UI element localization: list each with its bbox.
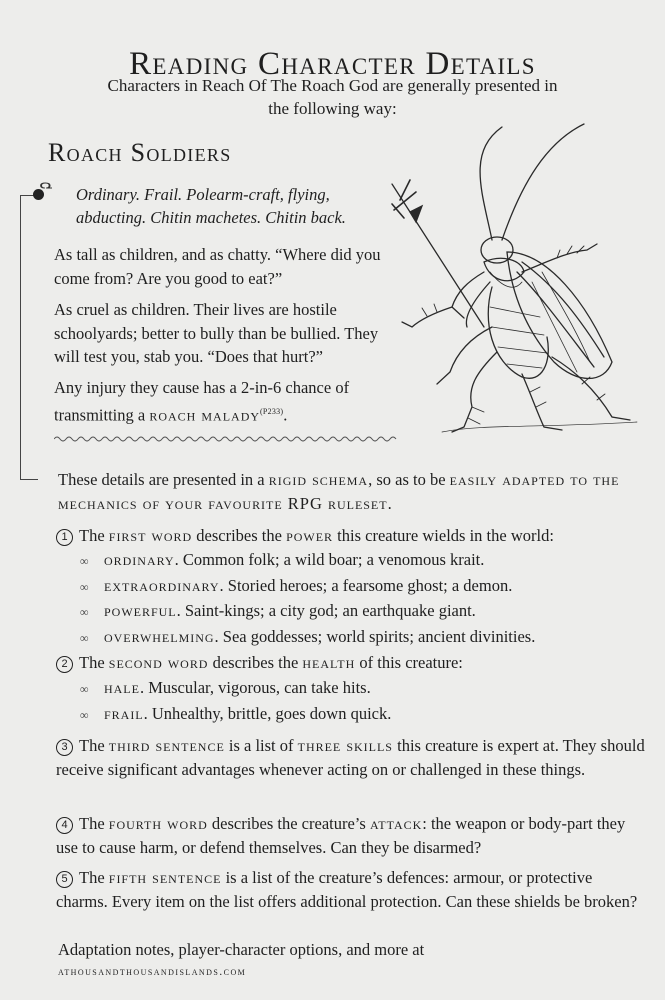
item-text: describes the creature’s xyxy=(207,814,370,833)
power-term: overwhelming xyxy=(104,626,215,646)
item-text: : the weapon or body-part they use to cause harm, or defend themselves. Can they be disarmed? xyxy=(56,814,626,857)
item-number: 1 xyxy=(56,529,73,546)
item-term: first word xyxy=(108,526,193,545)
item-text: describes the xyxy=(208,653,303,672)
item-text: The xyxy=(79,868,109,887)
schema-term-adapted: easily adapted to the mechanics of your favourite RPG ruleset. xyxy=(58,470,620,513)
schema-text-a: These details are presented in a xyxy=(58,470,269,489)
item-text: this creature wields in the world: xyxy=(333,526,554,545)
item-text: The xyxy=(79,736,109,755)
health-desc: . Unhealthy, brittle, goes down quick. xyxy=(143,703,392,723)
item-number: 2 xyxy=(56,656,73,673)
item-text: of this creature: xyxy=(355,653,463,672)
schema-item-4 xyxy=(56,812,646,860)
list-item xyxy=(80,599,640,625)
intro-text: Characters in Reach Of The Roach God are generally presented in the following way: xyxy=(107,76,558,118)
roach-malady-term: roach malady xyxy=(149,405,261,424)
item-text: The xyxy=(79,814,109,833)
footer-note: Adaptation notes, player-character options, and more at xyxy=(58,940,425,959)
schema-term-rigid: rigid schema xyxy=(268,470,369,489)
list-item xyxy=(80,625,640,651)
bullet-icon: ∞ xyxy=(80,579,89,594)
item-term: attack xyxy=(369,814,423,833)
power-level-list xyxy=(80,548,640,650)
bullet-icon: ∞ xyxy=(80,682,89,696)
bullet-icon: ∞ xyxy=(80,554,89,568)
bullet-icon: ∞ xyxy=(80,605,89,619)
list-item xyxy=(80,548,640,574)
power-term: powerful xyxy=(104,601,177,620)
item-text: is a list of the creature’s defences: armour, or protective charms. Every item on the list offers additional protection. Can these shields be broken? xyxy=(56,868,638,911)
item-term: fourth word xyxy=(108,814,208,833)
item-term: health xyxy=(302,653,356,672)
schema-text-c: , so as to be xyxy=(368,470,450,489)
health-desc: . Muscular, vigorous, can take hits. xyxy=(139,678,371,697)
schema-item-3 xyxy=(56,734,646,782)
example-description-3 xyxy=(54,376,399,427)
item-term: power xyxy=(286,526,334,545)
item-text: The xyxy=(79,526,109,545)
bracket-line xyxy=(20,195,38,480)
wavy-divider xyxy=(54,434,399,444)
schema-intro xyxy=(58,468,648,516)
p3-end: . xyxy=(283,405,288,424)
page-reference: (P233) xyxy=(260,406,284,416)
example-description-1: As tall as children, and as chatty. “Where did you come from? Are you good to eat?” xyxy=(54,245,381,288)
example-statline: Ordinary. Frail. Polearm-craft, flying, abducting. Chitin machetes. Chitin back. xyxy=(76,185,346,227)
item-term: second word xyxy=(108,653,209,672)
power-term: ordinary xyxy=(104,550,175,569)
item-text: The xyxy=(79,653,109,672)
list-item xyxy=(80,574,640,600)
item-term: third sentence xyxy=(108,736,225,755)
list-item xyxy=(80,676,640,702)
power-term: extraordinary xyxy=(104,575,220,595)
item-number: 3 xyxy=(56,739,73,756)
health-term: frail xyxy=(104,703,144,723)
schema-item-2 xyxy=(56,651,646,675)
item-number: 5 xyxy=(56,871,73,888)
example-creature-name: Roach Soldiers xyxy=(48,138,232,167)
item-text: describes the xyxy=(192,526,287,545)
item-text: this creature is expert at. They should receive significant advantages whenever acting on or challenged in these things. xyxy=(56,736,645,779)
item-term: fifth sentence xyxy=(108,868,222,887)
health-term: hale xyxy=(104,678,140,697)
roach-soldier-illustration xyxy=(372,122,642,437)
item-text: is a list of xyxy=(224,736,298,755)
item-term: three skills xyxy=(297,736,393,755)
p3-text: Any injury they cause has a 2-in-6 chance of transmitting a xyxy=(54,378,350,424)
bracket-dot xyxy=(33,189,44,200)
schema-item-1 xyxy=(56,524,646,548)
example-description-2: As cruel as children. Their lives are hostile schoolyards; better to bully than be bullied. They will test you, stab you. “Does that hurt?” xyxy=(54,300,379,366)
item-number: 4 xyxy=(56,817,73,834)
power-desc: . Saint-kings; a city god; an earthquake giant. xyxy=(176,601,476,620)
power-desc: . Common folk; a wild boar; a venomous krait. xyxy=(174,550,485,569)
power-desc: . Storied heroes; a fearsome ghost; a demon. xyxy=(219,575,513,595)
health-level-list xyxy=(80,676,640,727)
footer-url-link[interactable]: athousandthousandislands.com xyxy=(58,964,247,978)
bullet-icon: ∞ xyxy=(80,630,89,645)
power-desc: . Sea goddesses; world spirits; ancient divinities. xyxy=(214,626,536,646)
schema-item-5 xyxy=(56,866,646,914)
list-item xyxy=(80,702,640,728)
page-title: Reading Character Details xyxy=(129,46,536,83)
bullet-icon: ∞ xyxy=(80,707,89,722)
